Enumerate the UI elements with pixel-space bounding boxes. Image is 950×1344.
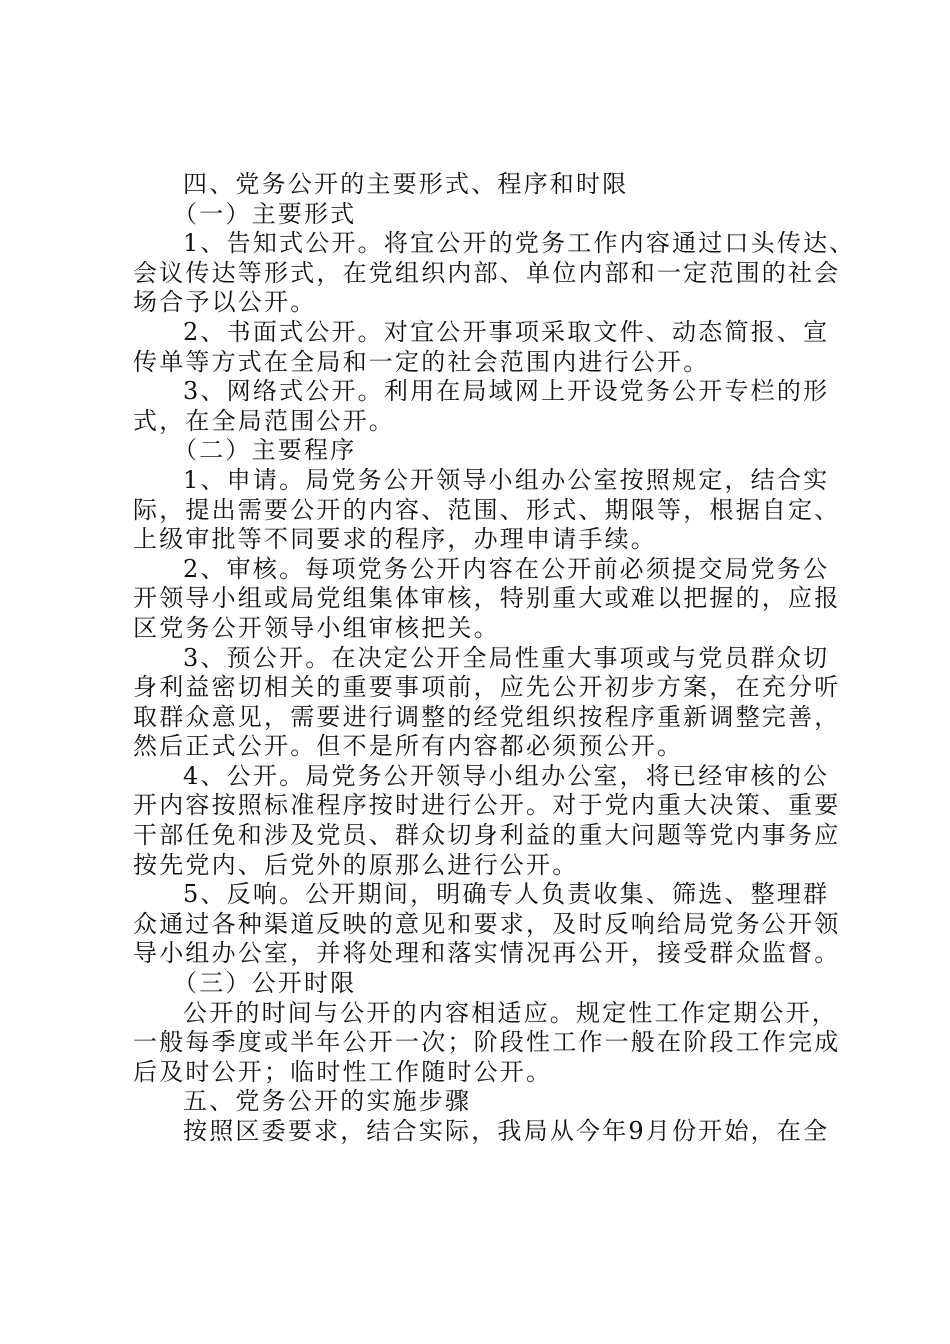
text-line: 1、申请。局党务公开领导小组办公室按照规定，结合实 [183,465,830,494]
text-line: 1、告知式公开。将宜公开的党务工作内容通过口头传达、 [183,229,856,258]
text-line: 按照区委要求，结合实际，我局从今年9月份开始，在全 [183,1117,830,1145]
text-line: 区党务公开领导小组审核把关。 [133,613,500,642]
text-line: 导小组办公室，并将处理和落实情况再公开，接受群众监督。 [133,939,841,968]
text-line: 2、书面式公开。对宜公开事项采取文件、动态简报、宣 [183,317,830,346]
text-line: 4、公开。局党务公开领导小组办公室，将已经审核的公 [183,761,830,790]
text-line: 际，提出需要公开的内容、范围、形式、期限等，根据自定、 [133,495,841,524]
text-line: 取群众意见，需要进行调整的经党组织按程序重新调整完善， [133,702,841,731]
text-line: 2、审核。每项党务公开内容在公开前必须提交局党务公 [183,554,830,583]
text-line: 传单等方式在全局和一定的社会范围内进行公开。 [133,347,710,376]
text-line: 后及时公开；临时性工作随时公开。 [133,1057,553,1086]
text-line: 众通过各种渠道反映的意见和要求，及时反响给局党务公开领 [133,909,841,938]
text-line: 5、反响。公开期间，明确专人负责收集、筛选、整理群 [183,880,830,909]
text-line: 上级审批等不同要求的程序，办理申请手续。 [133,525,657,554]
text-line: 按先党内、后党外的原那么进行公开。 [133,850,579,879]
text-line: 身利益密切相关的重要事项前，应先公开初步方案，在充分听 [133,673,841,702]
text-line: 然后正式公开。但不是所有内容都必须预公开。 [133,732,684,761]
text-line: 开领导小组或局党组集体审核，特别重大或难以把握的，应报 [133,584,841,613]
text-line: 3、网络式公开。利用在局域网上开设党务公开专栏的形 [183,377,830,406]
text-line: 公开的时间与公开的内容相适应。规定性工作定期公开， [183,998,838,1027]
text-line: 五、党务公开的实施步骤 [183,1087,472,1116]
text-line: 一般每季度或半年公开一次；阶段性工作一般在阶段工作完成 [133,1028,841,1057]
text-line: （二）主要程序 [173,436,357,465]
text-line: 开内容按照标准程序按时进行公开。对于党内重大决策、重要 [133,791,841,820]
text-line: 四、党务公开的主要形式、程序和时限 [183,170,629,198]
text-line: 式，在全局范围公开。 [133,406,395,435]
text-line: 场合予以公开。 [133,288,317,317]
text-line: （三）公开时限 [173,969,357,998]
text-line: （一）主要形式 [173,199,357,228]
text-line: 干部任免和涉及党员、群众切身利益的重大问题等党内事务应 [133,821,841,850]
text-line: 3、预公开。在决定公开全局性重大事项或与党员群众切 [183,643,830,672]
text-line: 会议传达等形式，在党组织内部、单位内部和一定范围的社会 [133,258,841,287]
